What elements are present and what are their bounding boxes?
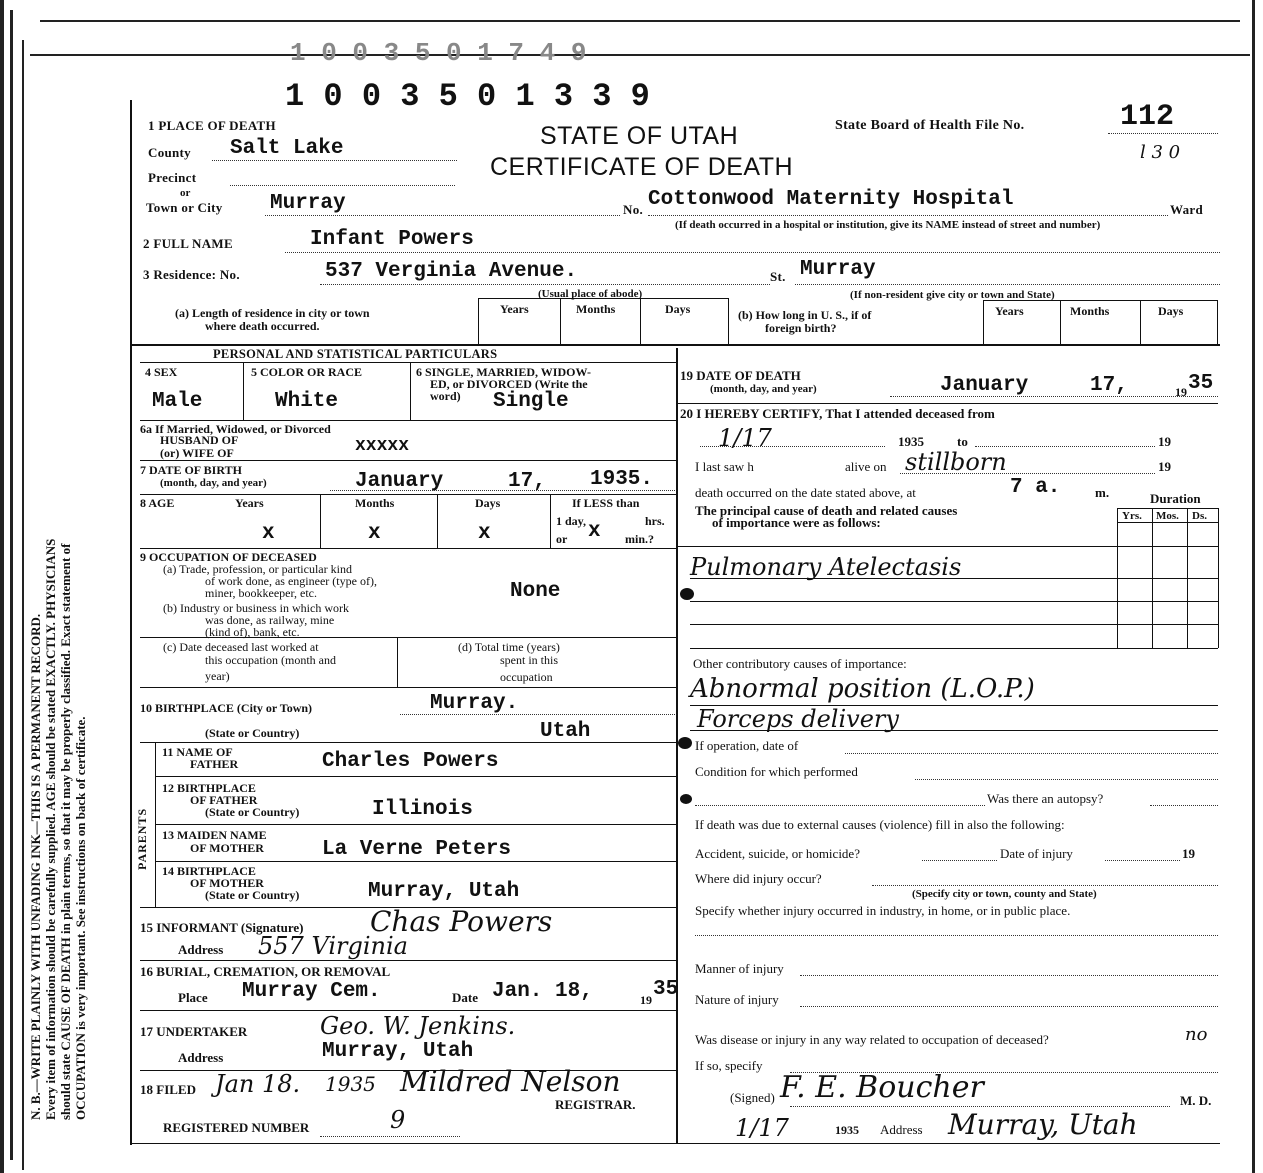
burial-label: 16 BURIAL, CREMATION, OR REMOVAL <box>140 964 391 979</box>
signed-address-label: Address <box>880 1122 923 1137</box>
spouse-label-3: (or) WIFE OF <box>160 446 234 460</box>
days-a: Days <box>665 302 691 316</box>
ifso-label: If so, specify <box>695 1058 763 1073</box>
alive-label: alive on <box>845 459 887 474</box>
burial-date-label: Date <box>452 990 478 1005</box>
informant-address: 557 Virginia <box>258 932 408 960</box>
hospital-value: Cottonwood Maternity Hospital <box>648 188 1014 211</box>
father-bp-label-1: 12 BIRTHPLACE <box>162 781 256 795</box>
age-years-label: Years <box>235 496 264 510</box>
physician-signature: F. E. Boucher <box>780 1070 984 1105</box>
physician-address: Murray, Utah <box>948 1108 1138 1141</box>
dob-label-2: (month, day, and year) <box>160 477 267 489</box>
duration-yrs: Yrs. <box>1122 510 1142 522</box>
filed-year: 1935 <box>325 1072 376 1096</box>
signed-label: (Signed) <box>730 1090 775 1105</box>
county-value: Salt Lake <box>230 137 344 160</box>
birthplace-city: Murray. <box>430 692 519 715</box>
page-edge-left-2 <box>10 10 13 1160</box>
spouse-label-2: HUSBAND OF <box>160 433 239 447</box>
name-value: Infant Powers <box>310 228 474 251</box>
age-label: 8 AGE <box>140 496 175 510</box>
other-cause-2: Forceps delivery <box>697 705 899 733</box>
burial-year: 35 <box>653 978 679 1001</box>
informant-address-label: Address <box>178 942 224 957</box>
burial-date: Jan. 18, <box>492 980 593 1003</box>
page-edge-left-3 <box>22 40 24 1170</box>
state-title: STATE OF UTAH <box>540 122 739 150</box>
less-label-1: If LESS than <box>572 496 640 510</box>
serial-number: 1 0 0 3 5 0 1 3 3 9 <box>285 78 650 115</box>
father-label-1: 11 NAME OF <box>162 745 233 759</box>
burial-place: Murray Cem. <box>242 980 381 1003</box>
nineteen-2: 19 <box>1158 459 1171 474</box>
dod-month: January <box>940 374 1029 397</box>
duration-ds: Ds. <box>1192 510 1207 522</box>
hospital-note: (If death occurred in a hospital or institution, give its NAME instead of street and number) <box>675 219 1101 231</box>
frame-bottom <box>130 1143 1220 1144</box>
md-label: M. D. <box>1180 1093 1212 1108</box>
where-note: (Specify city or town, county and State) <box>912 888 1097 900</box>
father-value: Charles Powers <box>322 750 499 773</box>
sidebar-line-2: Every item of information should be carefully supplied. AGE should be stated EXACTLY. PHYSICIANS <box>43 538 58 1120</box>
cause-label-2: of importance were as follows: <box>712 515 881 530</box>
manner-label: Manner of injury <box>695 961 784 976</box>
injury-date-label: Date of injury <box>1000 846 1073 861</box>
mother-bp-label-2: OF MOTHER <box>190 876 264 890</box>
nature-label: Nature of injury <box>695 992 779 1007</box>
length-b1: (b) How long in U. S., if of <box>738 308 872 322</box>
death-time: 7 a. <box>1010 476 1061 499</box>
file-sub: l 3 0 <box>1140 142 1181 163</box>
dob-day: 17, <box>508 470 546 493</box>
marital-label-1: 6 SINGLE, MARRIED, WIDOW- <box>416 365 592 379</box>
certify-label: 20 I HEREBY CERTIFY, That I attended deceased from <box>680 406 995 421</box>
last-saw-label: I last saw h <box>695 459 754 474</box>
county-label: County <box>148 145 191 160</box>
occupation-c2: this occupation (month and <box>205 653 336 667</box>
st-value: Murray <box>800 258 876 281</box>
condition-label: Condition for which performed <box>695 764 858 779</box>
mother-bp-label-1: 14 BIRTHPLACE <box>162 864 256 878</box>
residence-value: 537 Verginia Avenue. <box>325 260 578 283</box>
occupation-value: None <box>510 580 561 603</box>
dod-label-2: (month, day, and year) <box>710 383 817 395</box>
other-cause-1: Abnormal position (L.O.P.) <box>690 674 1035 704</box>
informant-label: 15 INFORMANT (Signature) <box>140 920 304 935</box>
years-b: Years <box>995 304 1024 318</box>
page-edge-top-2 <box>40 20 1240 22</box>
place-heading: 1 PLACE OF DEATH <box>148 118 276 133</box>
other-label: Other contributory causes of importance: <box>693 656 907 671</box>
dob-month: January <box>355 470 444 493</box>
occupation-b1: (b) Industry or business in which work <box>163 601 349 615</box>
frame-left <box>130 100 132 1145</box>
father-bp-label-3: (State or Country) <box>205 805 300 819</box>
signed-date: 1/17 <box>735 1114 789 1142</box>
occurred-label: death occurred on the date stated above, at <box>695 485 916 500</box>
mother-label-1: 13 MAIDEN NAME <box>162 828 267 842</box>
age-years: x <box>262 522 275 545</box>
length-b2: foreign birth? <box>765 321 837 335</box>
age-months-label: Months <box>355 496 395 510</box>
registrar-signature: Mildred Nelson <box>400 1065 621 1098</box>
mother-value: La Verne Peters <box>322 838 512 861</box>
length-a1: (a) Length of residence in city or town <box>175 306 370 320</box>
occupation-d3: occupation <box>500 670 553 684</box>
color-label: 5 COLOR OR RACE <box>251 365 363 379</box>
related-label: Was disease or injury in any way related to occupation of deceased? <box>695 1032 1049 1047</box>
dob-label-1: 7 DATE OF BIRTH <box>140 463 242 477</box>
nonres-note: (If non-resident give city or town and State) <box>850 289 1055 301</box>
less-min-value: x <box>588 520 601 543</box>
years-a: Years <box>500 302 529 316</box>
sidebar-instructions <box>28 120 88 1120</box>
occupation-a1: (a) Trade, profession, or particular kind <box>163 562 352 576</box>
months-b: Months <box>1070 304 1110 318</box>
mother-label-2: OF MOTHER <box>190 841 264 855</box>
dod-label-1: 19 DATE OF DEATH <box>680 368 801 383</box>
sex-label: 4 SEX <box>145 365 178 379</box>
mother-bp-value: Murray, Utah <box>368 880 520 903</box>
dod-year-prefix: 19 <box>1175 385 1187 399</box>
serial-ghost: 1 0 0 3 5 0 1 7 4 9 <box>290 38 587 68</box>
certificate-title: CERTIFICATE OF DEATH <box>490 153 794 181</box>
ward-label: Ward <box>1170 202 1203 217</box>
page-edge-right <box>1252 0 1255 1173</box>
dob-year: 1935. <box>590 468 654 491</box>
occupation-c1: (c) Date deceased last worked at <box>163 640 319 654</box>
father-bp-value: Illinois <box>372 798 473 821</box>
file-no-label: State Board of Health File No. <box>835 118 1025 133</box>
reg-no-label: REGISTERED NUMBER <box>163 1120 310 1135</box>
less-hrs: hrs. <box>645 514 665 528</box>
autopsy-label: Was there an autopsy? <box>987 791 1104 806</box>
precinct-label: Precinct <box>148 170 197 185</box>
to-label: to <box>957 434 968 449</box>
birthplace-state: Utah <box>540 720 591 743</box>
parents-label: PARENTS <box>135 807 149 870</box>
duration-mos: Mos. <box>1156 510 1179 522</box>
nineteen-1: 19 <box>1158 434 1171 449</box>
undertaker-label: 17 UNDERTAKER <box>140 1024 248 1039</box>
length-a2: where death occurred. <box>205 319 320 333</box>
no-label: No. <box>623 202 644 217</box>
undertaker-address: Murray, Utah <box>322 1040 474 1063</box>
dod-day: 17, <box>1090 374 1128 397</box>
months-a: Months <box>576 302 616 316</box>
signed-year: 1935 <box>835 1123 859 1137</box>
duration-label: Duration <box>1150 491 1201 506</box>
external-label: If death was due to external causes (violence) fill in also the following: <box>695 817 1065 832</box>
days-b: Days <box>1158 304 1184 318</box>
reg-no: 9 <box>390 1106 406 1134</box>
alive-value: stillborn <box>905 448 1007 476</box>
marital-value: Single <box>493 390 569 413</box>
father-label-2: FATHER <box>190 757 239 771</box>
occupation-d1: (d) Total time (years) <box>458 640 560 654</box>
less-label-3: or <box>556 532 568 546</box>
attended-from: 1/17 <box>718 424 772 452</box>
occupation-c3: year) <box>205 669 230 683</box>
occupation-b3: (kind of), bank, etc. <box>205 625 300 639</box>
filed-label: 18 FILED <box>140 1082 196 1097</box>
mother-bp-label-3: (State or Country) <box>205 888 300 902</box>
st-label: St. <box>770 269 786 284</box>
marital-label-2: ED, or DIVORCED (Write the <box>430 377 588 391</box>
or-label: or <box>180 187 191 199</box>
filed-date: Jan 18. <box>215 1070 301 1098</box>
burial-place-label: Place <box>178 990 208 1005</box>
color-value: White <box>275 390 339 413</box>
age-days: x <box>478 522 491 545</box>
birthplace-state-label: (State or Country) <box>205 726 300 740</box>
town-value: Murray <box>270 192 346 215</box>
where-label: Where did injury occur? <box>695 871 822 886</box>
less-label-2: 1 day, <box>556 514 587 528</box>
sidebar-line-4: OCCUPATION is very important. See instructions on back of certificate. <box>73 716 88 1120</box>
undertaker-signature: Geo. W. Jenkins. <box>320 1012 516 1040</box>
spouse-label-1: 6a If Married, Widowed, or Divorced <box>140 422 331 436</box>
sex-value: Male <box>152 390 203 413</box>
personal-heading: PERSONAL AND STATISTICAL PARTICULARS <box>213 347 498 361</box>
dod-year: 35 <box>1188 372 1214 395</box>
occupation-b2: was done, as railway, mine <box>205 613 335 627</box>
age-months: x <box>368 522 381 545</box>
occupation-a2: of work done, as engineer (type of), <box>205 574 377 588</box>
specify-label: Specify whether injury occurred in industry, in home, or in public place. <box>695 903 1071 918</box>
from-year: 1935 <box>898 434 924 449</box>
nineteen-3: 19 <box>1182 846 1195 861</box>
cause-label-1: The principal cause of death and related causes <box>695 503 958 518</box>
informant-signature: Chas Powers <box>370 905 553 938</box>
birthplace-label: 10 BIRTHPLACE (City or Town) <box>140 701 313 715</box>
less-min: min.? <box>625 532 655 546</box>
occupation-label: 9 OCCUPATION OF DECEASED <box>140 550 317 564</box>
occupation-a3: miner, bookkeeper, etc. <box>205 586 317 600</box>
father-bp-label-2: OF FATHER <box>190 793 258 807</box>
accident-label: Accident, suicide, or homicide? <box>695 846 860 861</box>
cause-value: Pulmonary Atelectasis <box>690 553 962 581</box>
residence-label: 3 Residence: No. <box>143 267 240 282</box>
spouse-value: xxxxx <box>355 436 410 456</box>
usual-note: (Usual place of abode) <box>538 288 643 300</box>
undertaker-address-label: Address <box>178 1050 224 1065</box>
registrar-label: REGISTRAR. <box>555 1097 636 1112</box>
page-edge-left <box>0 0 4 1173</box>
marital-label-3: word) <box>430 389 461 403</box>
m-label: m. <box>1095 485 1110 500</box>
burial-year-prefix: 19 <box>640 993 652 1007</box>
related-value: no <box>1185 1024 1208 1045</box>
occupation-d2: spent in this <box>500 653 559 667</box>
sidebar-line-1: N. B.—WRITE PLAINLY WITH UNFADING INK—THIS IS A PERMANENT RECORD. <box>28 613 43 1120</box>
page-edge-top <box>30 54 1250 56</box>
town-label: Town or City <box>146 200 223 215</box>
age-days-label: Days <box>475 496 501 510</box>
operation-label: If operation, date of <box>695 738 799 753</box>
file-no: 112 <box>1120 100 1175 134</box>
name-label: 2 FULL NAME <box>143 236 233 251</box>
sidebar-line-3: should state CAUSE OF DEATH in plain terms, so that it may be properly classified. Exact statement of <box>58 543 73 1120</box>
